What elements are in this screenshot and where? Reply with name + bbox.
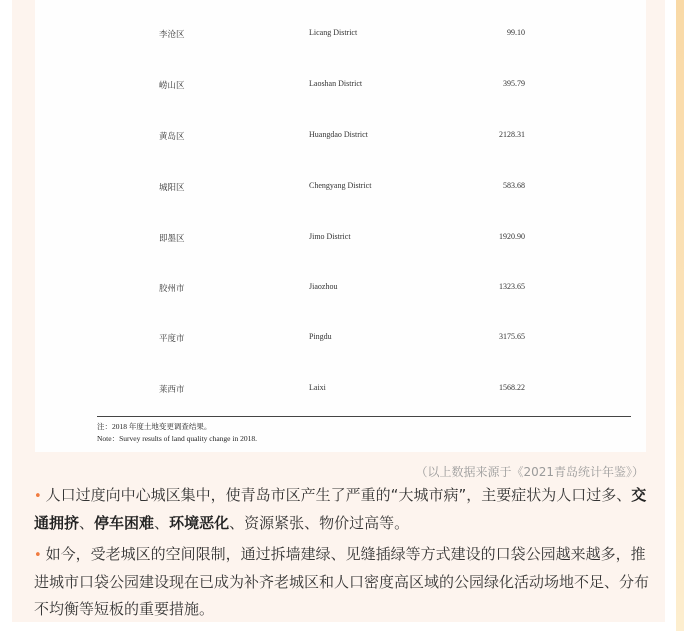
- area-value: 99.10: [507, 28, 525, 37]
- district-cn: 崂山区: [159, 80, 185, 90]
- area-value: 1323.65: [499, 282, 525, 291]
- district-en: Chengyang District: [309, 181, 372, 190]
- data-source-caption: （以上数据来源于《2021青岛统计年鉴》）: [415, 465, 644, 479]
- district-en: Laoshan District: [309, 79, 363, 88]
- district-en: Huangdao District: [309, 130, 368, 139]
- table-bottom-rule: [97, 416, 631, 417]
- district-en: Jiaozhou: [309, 282, 338, 291]
- separator: 、: [79, 514, 95, 532]
- district-en: Licang District: [309, 28, 358, 37]
- table-row: [35, 328, 646, 348]
- table-row: [35, 379, 646, 399]
- area-value: 2128.31: [499, 130, 525, 139]
- table-row: [35, 278, 646, 298]
- paragraph-text: 、资源紧张、物价过高等。: [229, 514, 410, 532]
- table-row: [35, 75, 646, 95]
- paragraph-urban-problems: [34, 482, 652, 537]
- area-value: 583.68: [503, 181, 525, 190]
- area-value: 395.79: [503, 79, 525, 88]
- paragraph-text: 如今，受老城区的空间限制，通过拆墙建绿、见缝插绿等方式建设的口袋公园越来越多，推进城市口袋公园建设现在已成为补齐老城区和人口密度高区域的公园绿化活动场地不足、分布不均衡等短板的重要措施。: [34, 545, 650, 618]
- district-cn: 即墨区: [159, 233, 185, 243]
- area-value: 3175.65: [499, 332, 525, 341]
- district-en: Laixi: [309, 383, 326, 392]
- accent-scroll-bar: [676, 0, 684, 631]
- table-row: [35, 126, 646, 146]
- district-cn: 平度市: [159, 333, 185, 343]
- district-en: Jimo District: [309, 232, 351, 241]
- bullet-icon: •: [34, 548, 42, 563]
- emphasis-parking: 停车困难: [94, 514, 155, 532]
- district-cn: 莱西市: [159, 384, 185, 394]
- emphasis-traffic: 交通拥挤: [34, 486, 647, 532]
- emphasis-environment: 环境恶化: [169, 514, 230, 532]
- separator: 、: [154, 514, 170, 532]
- paragraph-pocket-parks: [34, 541, 652, 623]
- statistics-table-image: [35, 0, 646, 452]
- district-en: Pingdu: [309, 332, 332, 341]
- table-row: [35, 177, 646, 197]
- table-note-en: Note：Survey results of land quality change in 2018.: [97, 434, 257, 443]
- table-row: [35, 228, 646, 248]
- area-value: 1920.90: [499, 232, 525, 241]
- paragraph-text: 人口过度向中心城区集中，使青岛市区产生了严重的“大城市病”，主要症状为人口过多、: [45, 486, 632, 504]
- table-row: [35, 24, 646, 44]
- district-cn: 黄岛区: [159, 131, 185, 141]
- area-value: 1568.22: [499, 383, 525, 392]
- bullet-icon: •: [34, 489, 42, 504]
- table-note-cn: 注：2018 年度土地变更调查结果。: [97, 422, 212, 431]
- district-cn: 李沧区: [159, 29, 185, 39]
- district-cn: 城阳区: [159, 182, 185, 192]
- district-cn: 胶州市: [159, 283, 185, 293]
